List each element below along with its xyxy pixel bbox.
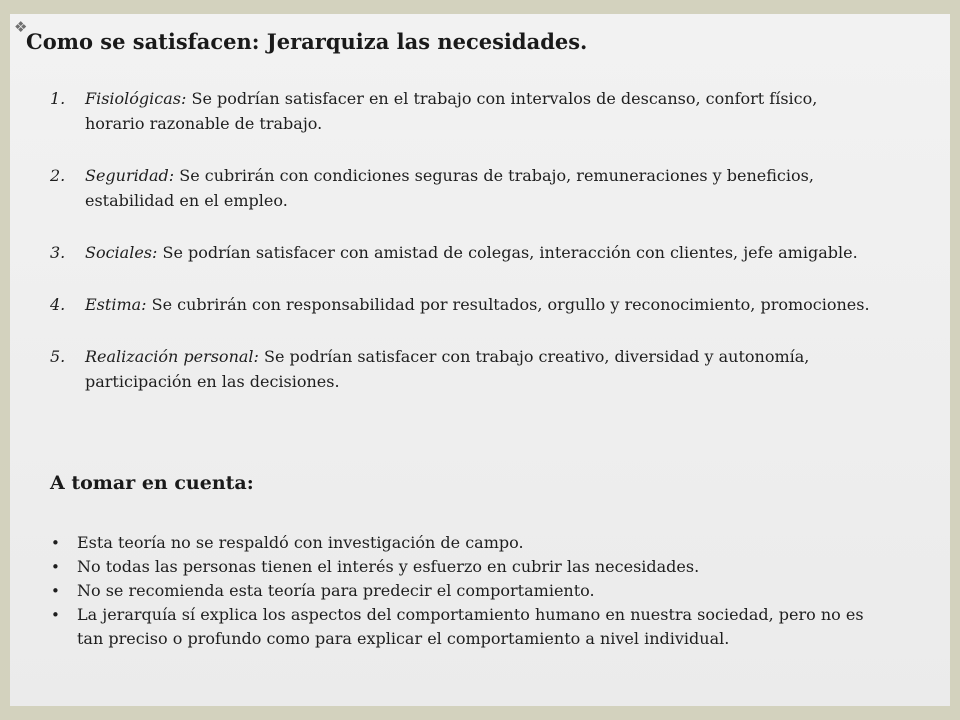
point-text: Esta teoría no se respaldó con investigación de campo. xyxy=(77,533,524,552)
point-text: No se recomienda esta teoría para predecir el comportamiento. xyxy=(77,581,595,600)
need-item xyxy=(50,240,870,265)
list-number: 5. xyxy=(50,347,66,366)
need-description: Se cubrirán con responsabilidad por resultados, orgullo y reconocimiento, promociones. xyxy=(146,295,870,314)
list-number: 3. xyxy=(50,243,66,262)
list-number: 1. xyxy=(50,89,66,108)
need-term: Seguridad: xyxy=(85,166,175,185)
need-item xyxy=(50,86,870,136)
point-text: La jerarquía sí explica los aspectos del comportamiento humano en nuestra sociedad, pero no es tan preciso o profundo como para explicar el comportamiento a nivel individual. xyxy=(77,605,864,648)
bullet-icon: • xyxy=(51,606,60,624)
need-term: Estima: xyxy=(85,295,147,314)
need-term: Sociales: xyxy=(85,243,158,262)
need-term: Realización personal: xyxy=(85,347,259,366)
need-description: Se podrían satisfacer en el trabajo con intervalos de descanso, confort físico, horario razonable de trabajo. xyxy=(85,89,818,133)
need-item xyxy=(50,344,870,394)
list-item xyxy=(50,579,880,603)
need-description: Se cubrirán con condiciones seguras de trabajo, remuneraciones y beneficios, estabilidad en el empleo. xyxy=(85,166,814,210)
slide-title: Como se satisfacen: Jerarquiza las necesidades. xyxy=(26,29,588,54)
point-text: No todas las personas tienen el interés y esfuerzo en cubrir las necesidades. xyxy=(77,557,700,576)
needs-list xyxy=(50,86,870,421)
need-description: Se podrían satisfacer con amistad de colegas, interacción con clientes, jefe amigable. xyxy=(157,243,858,262)
need-description: Se podrían satisfacer con trabajo creativo, diversidad y autonomía, participación en las decisiones. xyxy=(85,347,810,391)
need-item xyxy=(50,292,870,317)
bullet-icon: • xyxy=(51,534,60,552)
bullet-icon: • xyxy=(51,558,60,576)
list-item xyxy=(50,555,880,579)
list-item xyxy=(50,603,880,651)
section-title: A tomar en cuenta: xyxy=(50,472,254,494)
need-item xyxy=(50,163,870,213)
list-number: 4. xyxy=(50,295,66,314)
bullet-icon: • xyxy=(51,582,60,600)
list-item xyxy=(50,531,880,555)
list-number: 2. xyxy=(50,166,66,185)
considerations-list xyxy=(50,531,880,651)
need-term: Fisiológicas: xyxy=(85,89,187,108)
diamond-bullet-icon: ❖ xyxy=(14,18,28,36)
